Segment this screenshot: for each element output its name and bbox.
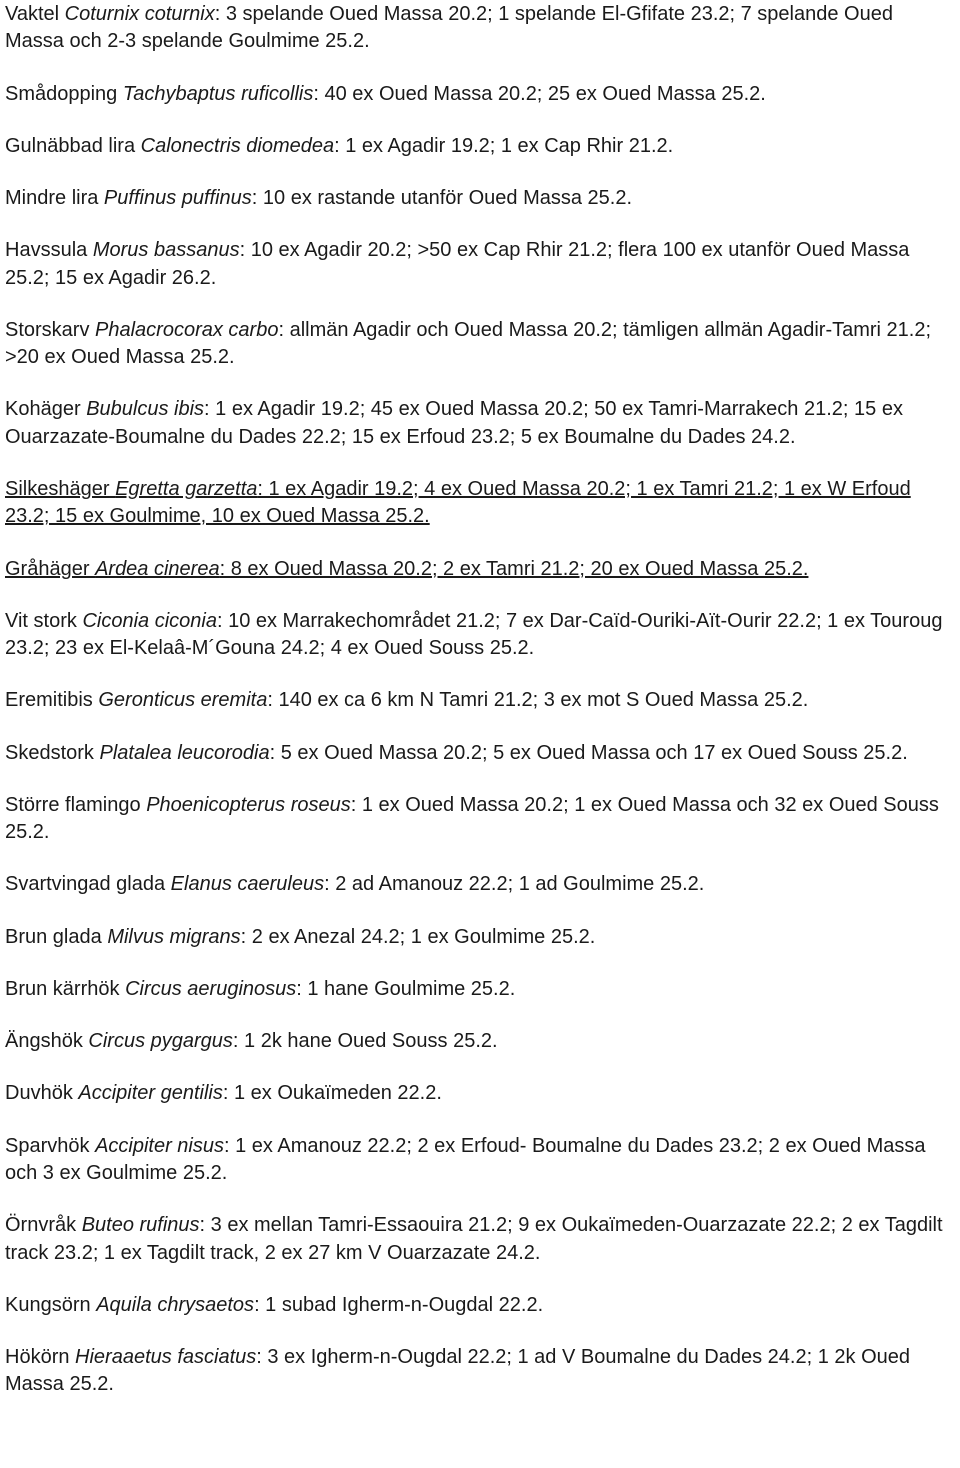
species-entry [5, 317, 957, 372]
species-entry [5, 396, 957, 451]
common-name: Storskarv [5, 318, 90, 341]
species-entry [5, 185, 957, 212]
common-name: Kungsörn [5, 1293, 91, 1316]
species-entry [5, 976, 957, 1003]
observations: : 10 ex Marrakechområdet 21.2; 7 ex Dar-Caïd-Ouriki-Aït-Ourir 22.2; 1 ex Touroug 23.2; 23 ex El-Kelaâ-M´Gouna 24.2; 4 ex Oued Souss 25.2. [5, 609, 943, 660]
observations: : 1 2k hane Oued Souss 25.2. [232, 1030, 498, 1053]
scientific-name: Puffinus puffinus [103, 187, 252, 210]
scientific-name: Phoenicopterus roseus [146, 793, 351, 816]
scientific-name: Phalacrocorax carbo [95, 318, 279, 341]
observations: : 8 ex Oued Massa 20.2; 2 ex Tamri 21.2; 20 ex Oued Massa 25.2. [219, 557, 809, 580]
observations: : 1 ex Agadir 19.2; 4 ex Oued Massa 20.2; 1 ex Tamri 21.2; 1 ex W Erfoud 23.2; 15 ex Goulmime, 10 ex Oued Massa 25.2. [5, 478, 911, 528]
observations: : 40 ex Oued Massa 20.2; 25 ex Oued Massa 25.2. [313, 82, 766, 105]
species-entry [5, 1133, 957, 1188]
scientific-name: Egretta garzetta [115, 478, 258, 501]
species-entry [5, 1028, 957, 1055]
common-name: Hökörn [5, 1345, 70, 1368]
scientific-name: Morus bassanus [92, 239, 240, 262]
observations: : 1 hane Goulmime 25.2. [296, 977, 516, 1000]
scientific-name: Circus aeruginosus [125, 977, 297, 1000]
scientific-name: Coturnix coturnix [64, 3, 215, 25]
scientific-name: Circus pygargus [88, 1030, 233, 1053]
species-entry [5, 792, 957, 847]
species-entry [5, 924, 957, 951]
species-entry [5, 1292, 957, 1319]
common-name: Silkeshäger [5, 478, 110, 501]
species-entry [5, 608, 957, 663]
common-name: Sparvhök [5, 1134, 90, 1157]
scientific-name: Geronticus eremita [98, 689, 268, 712]
common-name: Brun glada [5, 925, 102, 948]
scientific-name: Milvus migrans [107, 925, 241, 948]
common-name: Örnvråk [5, 1214, 77, 1237]
species-entry [5, 81, 957, 108]
common-name: Gråhäger [5, 557, 90, 580]
observations: : 10 ex rastande utanför Oued Massa 25.2. [251, 187, 633, 210]
scientific-name: Ardea cinerea [95, 557, 220, 580]
species-entry [5, 1212, 957, 1267]
observations: : 1 subad Igherm-n-Ougdal 22.2. [254, 1293, 544, 1316]
observations: : 3 ex Igherm-n-Ougdal 22.2; 1 ad V Boumalne du Dades 24.2; 1 2k Oued Massa 25.2. [5, 1345, 910, 1396]
scientific-name: Platalea leucorodia [99, 741, 270, 764]
common-name: Vaktel [5, 3, 60, 25]
species-entry [5, 476, 957, 531]
common-name: Mindre lira [5, 187, 99, 210]
common-name: Ängshök [5, 1030, 83, 1053]
scientific-name: Calonectris diomedea [140, 134, 335, 157]
observations: : 3 spelande Oued Massa 20.2; 1 spelande El-Gfifate 23.2; 7 spelande Oued Massa och 2-3 spelande Goulmime 25.2. [5, 3, 893, 53]
species-entry [5, 871, 957, 898]
common-name: Duvhök [5, 1082, 73, 1105]
observations: : 1 ex Agadir 19.2; 1 ex Cap Rhir 21.2. [334, 134, 674, 157]
species-entry [5, 133, 957, 160]
species-entry [5, 556, 957, 583]
common-name: Eremitibis [5, 689, 93, 712]
species-entry [5, 1344, 957, 1399]
scientific-name: Accipiter gentilis [78, 1082, 223, 1105]
observations: : 10 ex Agadir 20.2; >50 ex Cap Rhir 21.2; flera 100 ex utanför Oued Massa 25.2; 15 ex Agadir 26.2. [5, 239, 910, 289]
species-entry [5, 237, 957, 292]
common-name: Svartvingad glada [5, 873, 166, 896]
scientific-name: Accipiter nisus [95, 1134, 224, 1157]
common-name: Kohäger [5, 398, 81, 421]
observations: : 3 ex mellan Tamri-Essaouira 21.2; 9 ex Oukaïmeden-Ouarzazate 22.2; 2 ex Tagdilt track 23.2; 1 ex Tagdilt track, 2 ex 27 km V Ouarzazate 24.2. [5, 1214, 943, 1264]
species-list [5, 0, 957, 1424]
common-name: Brun kärrhök [5, 977, 120, 1000]
common-name: Gulnäbbad lira [5, 134, 136, 157]
scientific-name: Bubulcus ibis [86, 398, 205, 421]
observations: : 140 ex ca 6 km N Tamri 21.2; 3 ex mot S Oued Massa 25.2. [267, 689, 809, 712]
scientific-name: Ciconia ciconia [82, 609, 217, 632]
common-name: Smådopping [5, 82, 118, 105]
observations: : 1 ex Agadir 19.2; 45 ex Oued Massa 20.2; 50 ex Tamri-Marrakech 21.2; 15 ex Ouarzazate-Boumalne du Dades 22.2; 15 ex Erfoud 23.2; 5 ex Boumalne du Dades 24.2. [5, 398, 903, 448]
scientific-name: Tachybaptus ruficollis [122, 82, 314, 105]
species-entry [5, 740, 957, 767]
common-name: Vit stork [5, 609, 77, 632]
scientific-name: Elanus caeruleus [170, 873, 325, 896]
species-entry [5, 1, 957, 56]
observations: : 1 ex Oued Massa 20.2; 1 ex Oued Massa och 32 ex Oued Souss 25.2. [5, 793, 939, 844]
observations: : 1 ex Oukaïmeden 22.2. [222, 1082, 442, 1105]
species-entry [5, 1080, 957, 1107]
common-name: Större flamingo [5, 793, 141, 816]
scientific-name: Aquila chrysaetos [96, 1293, 255, 1316]
common-name: Havssula [5, 239, 88, 262]
scientific-name: Buteo rufinus [81, 1214, 200, 1237]
observations: : allmän Agadir och Oued Massa 20.2; tämligen allmän Agadir-Tamri 21.2; >20 ex Oued Massa 25.2. [5, 318, 932, 369]
observations: : 1 ex Amanouz 22.2; 2 ex Erfoud- Boumalne du Dades 23.2; 2 ex Oued Massa och 3 ex Goulmime 25.2. [5, 1134, 926, 1184]
observations: : 5 ex Oued Massa 20.2; 5 ex Oued Massa och 17 ex Oued Souss 25.2. [269, 741, 908, 764]
scientific-name: Hieraaetus fasciatus [75, 1345, 257, 1368]
common-name: Skedstork [5, 741, 94, 764]
species-entry [5, 687, 957, 714]
observations: : 2 ex Anezal 24.2; 1 ex Goulmime 25.2. [240, 925, 596, 948]
observations: : 2 ad Amanouz 22.2; 1 ad Goulmime 25.2. [324, 873, 705, 896]
